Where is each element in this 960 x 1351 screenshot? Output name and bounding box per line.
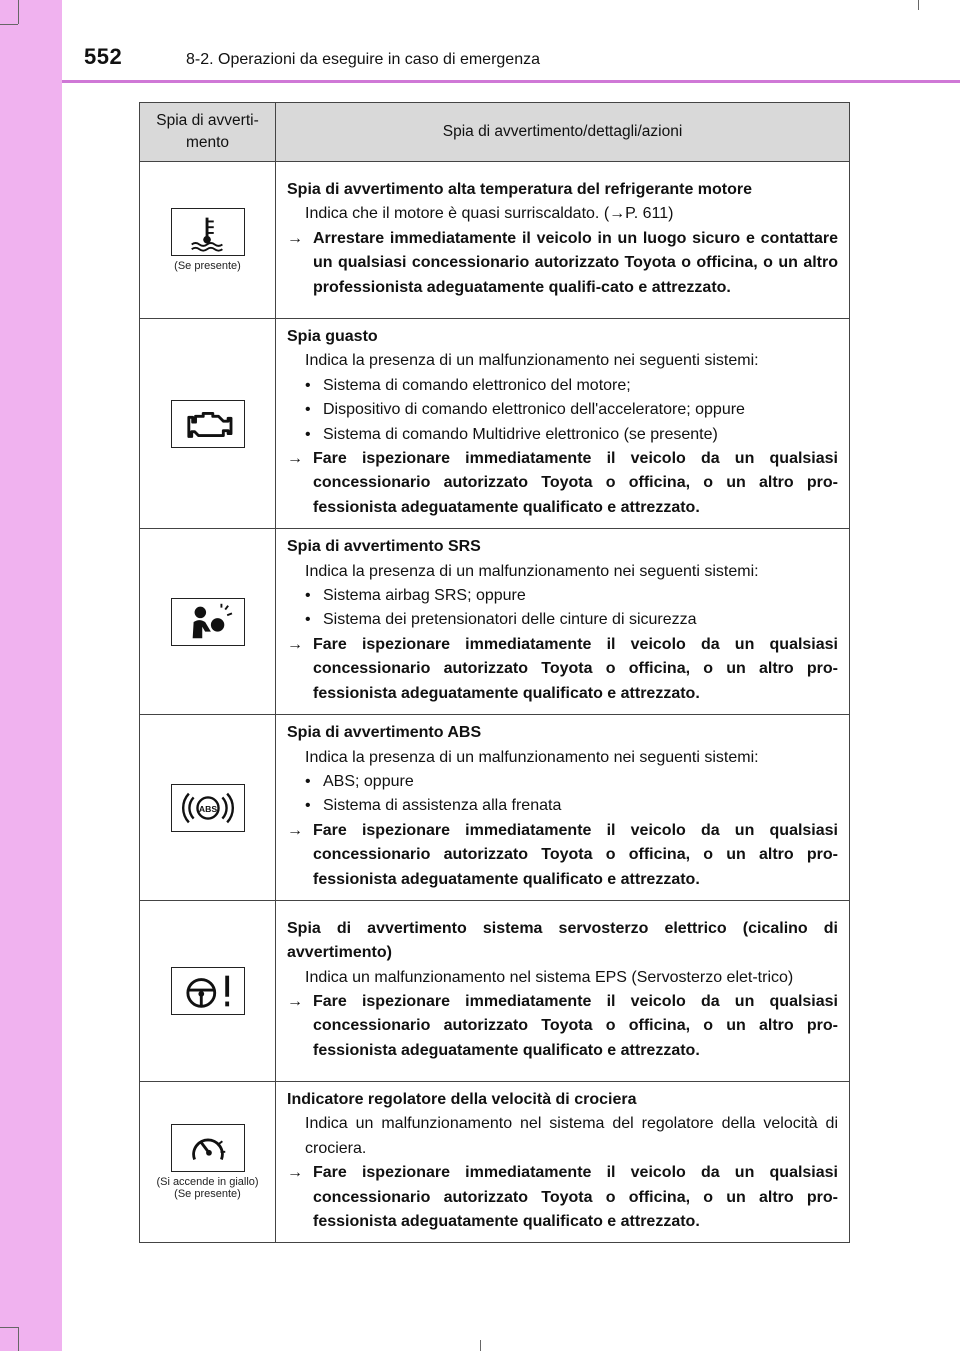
row-action: → Fare ispezionare immediatamente il veicolo da un qualsiasi concessionario autorizzato Toyota o officina, o un altro pro-fessionista adeguatamente qualificato e attrezzato. — [287, 447, 838, 520]
icon-cell — [140, 1081, 276, 1242]
row-description: Indica un malfunzionamento nel sistema EPS (Servosterzo elet-trico) — [305, 968, 794, 986]
cruise-control-icon — [171, 1124, 245, 1172]
icon-cell — [140, 715, 276, 901]
list-item: • Dispositivo di comando elettronico dell'acceleratore; oppure — [305, 401, 745, 419]
column-header-warning-light — [140, 103, 276, 162]
details-cell — [276, 162, 850, 319]
arrow-icon: → — [287, 229, 303, 247]
section-title: 8-2. Operazioni da eseguire in caso di emergenza — [186, 51, 540, 68]
row-title: Indicatore regolatore della velocità di crociera — [287, 1090, 637, 1108]
icon-cell — [140, 162, 276, 319]
details-cell — [276, 1081, 850, 1242]
power-steering-warning-icon — [171, 967, 245, 1015]
row-title: Spia guasto — [287, 328, 378, 345]
icon-cell — [140, 900, 276, 1081]
column-header-details: Spia di avvertimento/dettagli/azioni — [276, 103, 850, 162]
row-description: Indica la presenza di un malfunzionamento nei seguenti sistemi: — [305, 748, 759, 766]
row-description: Indica la presenza di un malfunzionamento nei seguenti sistemi: — [305, 562, 759, 580]
engine-malfunction-icon — [171, 400, 245, 448]
table-row — [140, 900, 850, 1081]
table-header-row — [140, 103, 850, 162]
row-description: Indica la presenza di un malfunzionamento nei seguenti sistemi: — [305, 352, 759, 370]
list-item: • Sistema dei pretensionatori delle cinture di sicurezza — [305, 611, 697, 629]
col1-header-line1: Spia di avverti- — [156, 112, 259, 129]
col1-header-line2: mento — [185, 134, 230, 151]
list-item: • Sistema di comando Multidrive elettronico (se presente) — [305, 425, 718, 443]
details-cell — [276, 319, 850, 529]
arrow-icon: → — [287, 821, 303, 839]
row-action: → Fare ispezionare immediatamente il veicolo da un qualsiasi concessionario autorizzato Toyota o officina, o un altro pro-fessionista adeguatamente qualificato e attrezzato. — [287, 1161, 838, 1234]
row-title: Spia di avvertimento SRS — [287, 538, 481, 556]
abs-icon — [171, 784, 245, 832]
row-action: → Fare ispezionare immediatamente il veicolo da un qualsiasi concessionario autorizzato Toyota o officina, o un altro pro-fessionista adeguatamente qualificato e attrezzato. — [287, 990, 838, 1063]
row-title: Spia di avvertimento alta temperatura del refrigerante motore — [287, 180, 753, 198]
list-item: • Sistema airbag SRS; oppure — [305, 587, 526, 605]
crop-mark — [18, 0, 19, 24]
details-cell — [276, 715, 850, 901]
list-item: • ABS; oppure — [305, 772, 414, 790]
arrow-icon: → — [287, 635, 303, 653]
crop-mark — [0, 24, 18, 25]
arrow-icon: → — [287, 450, 303, 468]
srs-airbag-icon — [171, 598, 245, 646]
crop-mark — [18, 1327, 19, 1351]
row-description: Indica un malfunzionamento nel sistema del regolatore della velocità di crociera. — [305, 1115, 838, 1157]
crop-mark — [480, 1340, 481, 1351]
abs-icon-text: ABS — [198, 803, 217, 814]
icon-note: (Si accende in giallo) — [156, 1176, 259, 1189]
side-color-band — [0, 0, 62, 1351]
row-title: Spia di avvertimento sistema servosterzo elettrico (cicalino di avvertimento) — [287, 919, 838, 962]
table-row — [140, 1081, 850, 1242]
crop-mark — [918, 0, 919, 10]
row-description: Indica che il motore è quasi surriscaldato. (→P. 611) — [305, 205, 674, 223]
details-cell — [276, 900, 850, 1081]
header-rule — [62, 80, 960, 83]
list-item: • Sistema di comando elettronico del motore; — [305, 376, 631, 394]
row-action: → Fare ispezionare immediatamente il veicolo da un qualsiasi concessionario autorizzato Toyota o officina, o un altro pro-fessionista adeguatamente qualificato e attrezzato. — [287, 819, 838, 892]
coolant-temperature-icon — [171, 208, 245, 256]
arrow-icon: → — [287, 992, 303, 1010]
icon-cell — [140, 319, 276, 529]
table-row — [140, 529, 850, 715]
arrow-icon: → — [287, 1164, 303, 1182]
table-row — [140, 162, 850, 319]
page-number: 552 — [84, 44, 123, 69]
table-row — [140, 715, 850, 901]
table-row — [140, 319, 850, 529]
icon-note: (Se presente) — [174, 260, 241, 272]
warning-lights-table — [139, 102, 850, 1243]
icon-cell — [140, 529, 276, 715]
details-cell — [276, 529, 850, 715]
crop-mark — [0, 1327, 18, 1328]
row-title: Spia di avvertimento ABS — [287, 724, 482, 742]
row-action: → Arrestare immediatamente il veicolo in un luogo sicuro e contattare un qualsiasi concessionario autorizzato Toyota o officina, o un altro professionista adeguatamente qualifi-cato e attrezzato. — [287, 227, 838, 300]
icon-note: (Se presente) — [174, 1188, 241, 1201]
row-action: → Fare ispezionare immediatamente il veicolo da un qualsiasi concessionario autorizzato Toyota o officina, o un altro pro-fessionista adeguatamente qualificato e attrezzato. — [287, 633, 838, 706]
list-item: • Sistema di assistenza alla frenata — [305, 797, 562, 815]
